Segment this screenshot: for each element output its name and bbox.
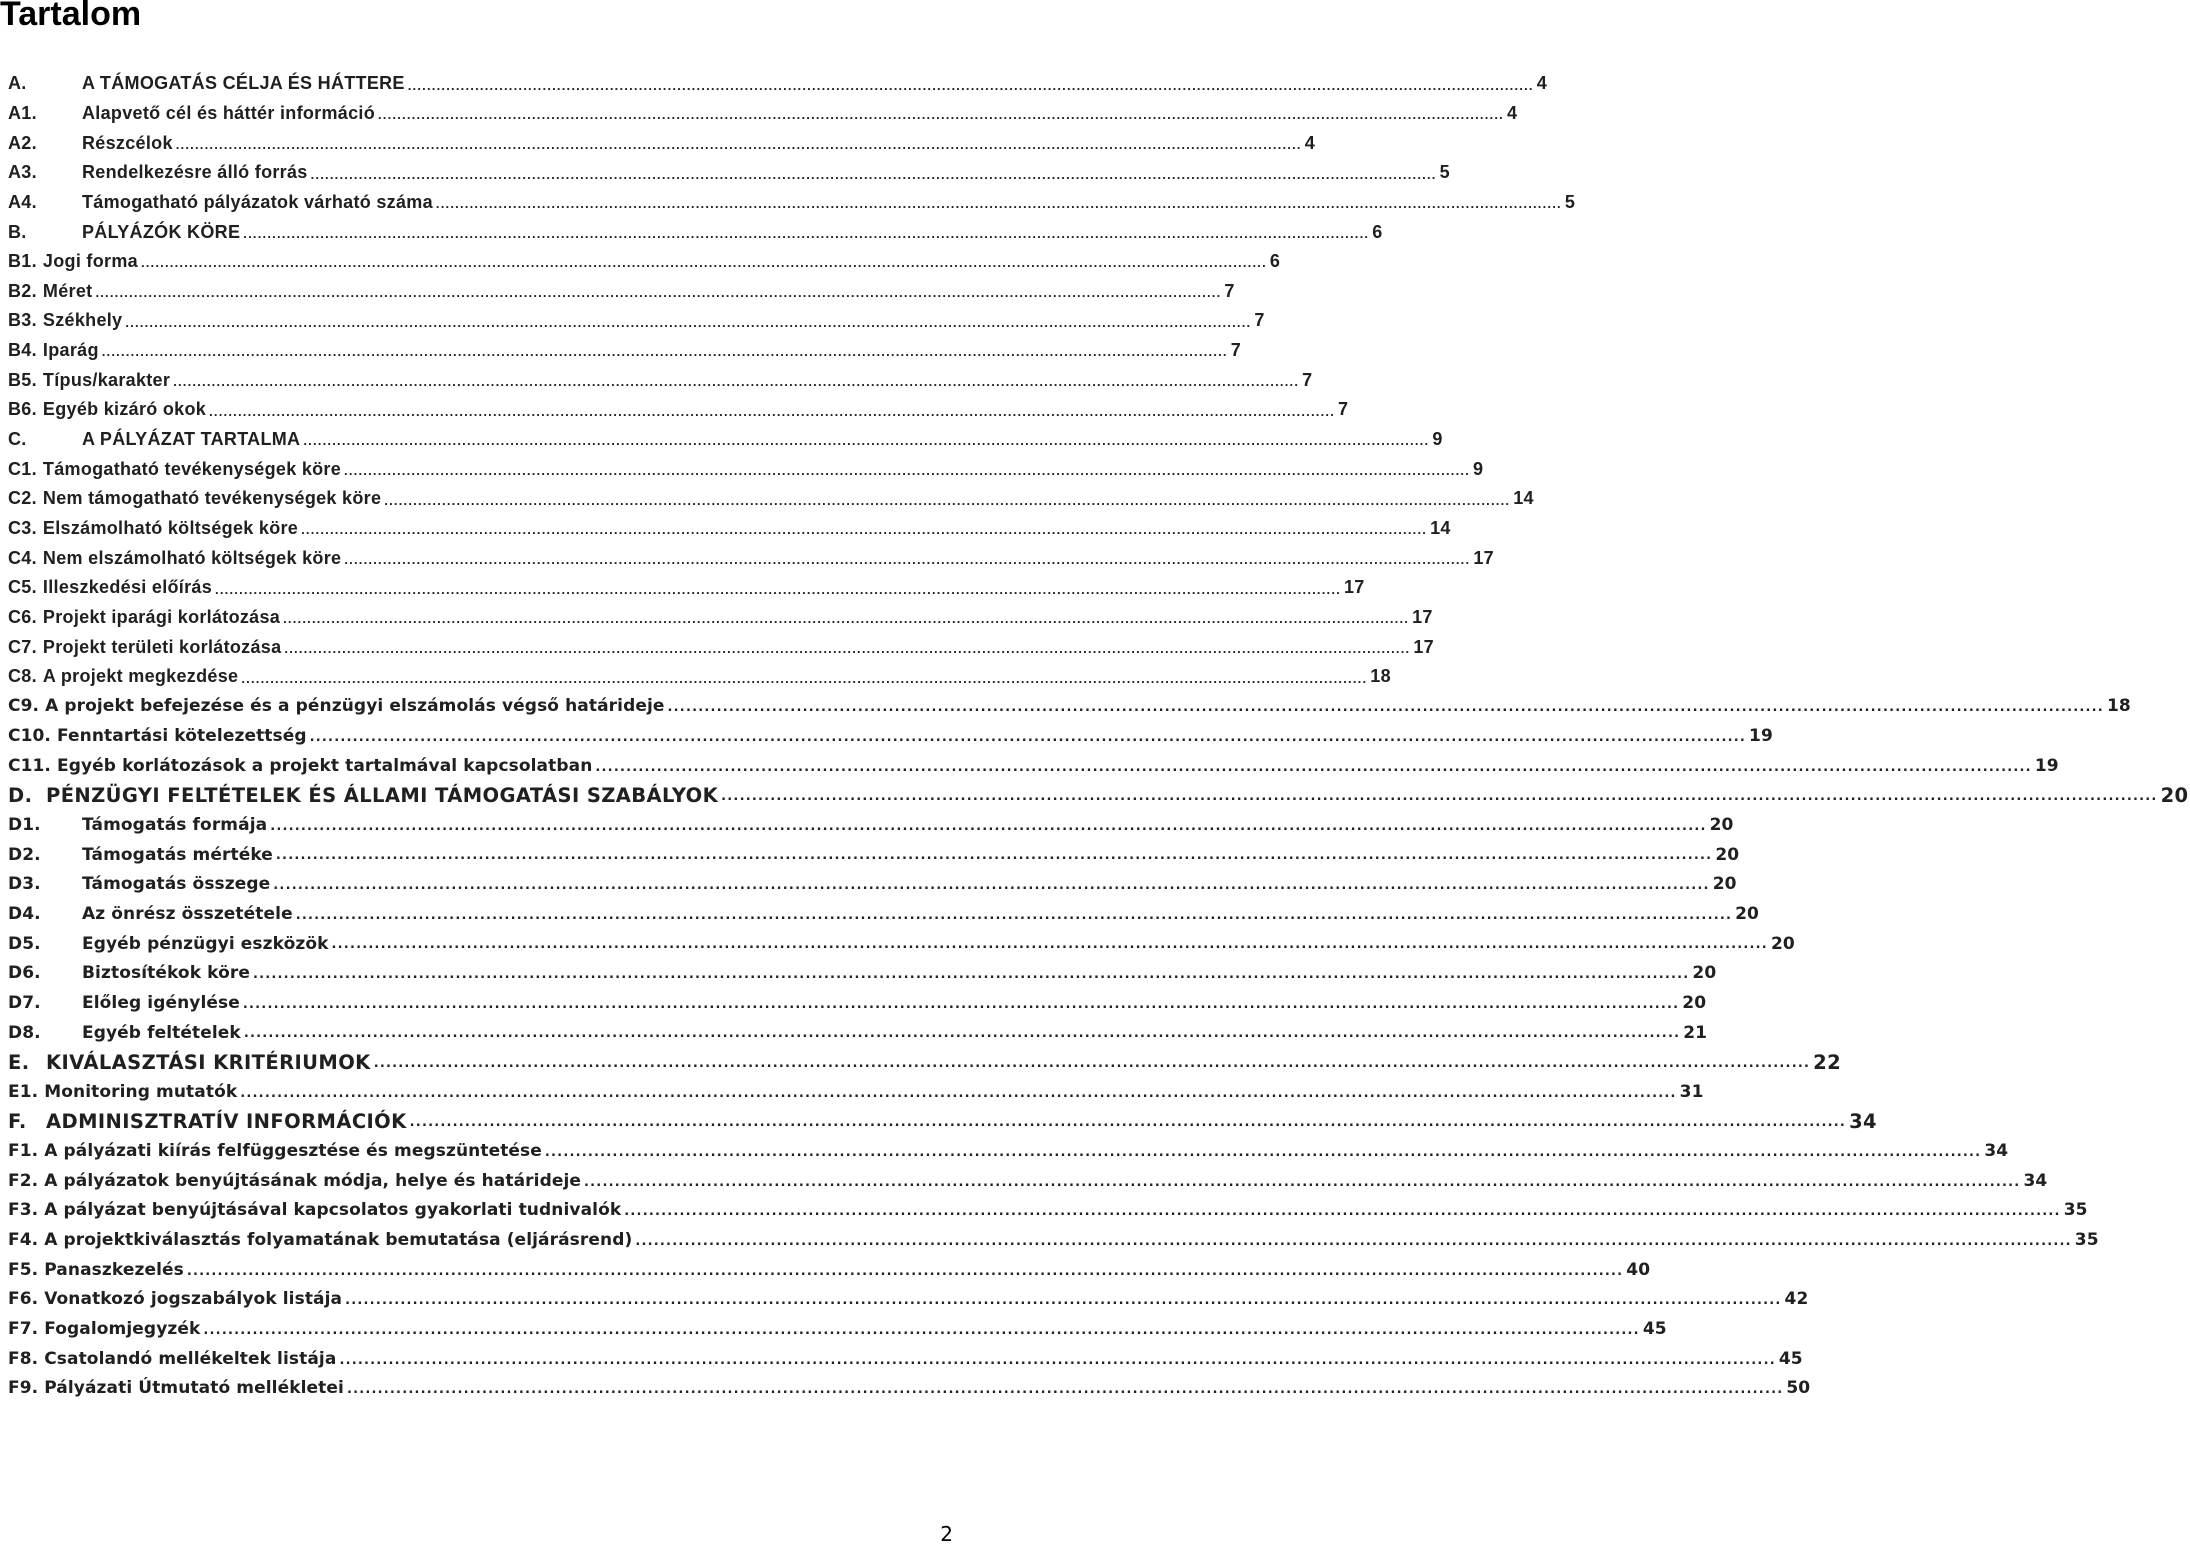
- toc-entry-title: Jogi forma: [42, 251, 138, 272]
- toc-entry[interactable]: [8, 692, 2131, 722]
- toc-entry-title: ADMINISZTRATÍV INFORMÁCIÓK: [46, 1110, 407, 1134]
- toc-entry-title: A projekt megkezdése: [42, 666, 239, 687]
- toc-dot-leader: [347, 1383, 1783, 1397]
- toc-entry-title: Illeszkedési előírás: [42, 577, 213, 598]
- toc-entry-page: 31: [1679, 1081, 1704, 1102]
- toc-entry[interactable]: [8, 662, 1391, 692]
- toc-entry-title: Egyéb feltételek: [82, 1022, 241, 1043]
- toc-dot-leader: [102, 345, 1228, 359]
- toc-entry-page: 20: [1735, 903, 1759, 924]
- toc-entry-number: E1.: [8, 1081, 39, 1102]
- toc-entry[interactable]: [8, 484, 1534, 514]
- toc-entry-title: Rendelkezésre álló forrás: [82, 162, 308, 183]
- toc-entry[interactable]: [8, 1255, 1651, 1285]
- toc-entry-number: F9.: [8, 1378, 39, 1399]
- toc-entry-title: Biztosítékok köre: [82, 963, 250, 984]
- toc-entry[interactable]: [8, 1374, 1811, 1404]
- toc-dot-leader: [339, 1354, 1775, 1368]
- toc-entry[interactable]: [8, 277, 1235, 307]
- toc-entry-page: 20: [1770, 933, 1795, 954]
- toc-dot-leader: [310, 731, 1746, 745]
- toc-dot-leader: [408, 79, 1534, 93]
- toc-entry-title: Támogatás mértéke: [82, 844, 273, 865]
- toc-entry-number: B6.: [8, 399, 37, 420]
- toc-entry-number: D7.: [8, 992, 41, 1013]
- toc-entry[interactable]: [8, 99, 1518, 129]
- toc-dot-leader: [624, 1205, 2060, 1219]
- toc-dot-leader: [253, 968, 1689, 982]
- toc-dot-leader: [345, 1294, 1781, 1308]
- toc-dot-leader: [635, 1235, 2071, 1249]
- toc-entry-number: D4.: [8, 903, 41, 924]
- toc-dot-leader: [284, 642, 1410, 656]
- toc-dot-leader: [240, 1087, 1676, 1101]
- toc-entry[interactable]: [8, 306, 1265, 336]
- toc-entry-page: 9: [1432, 429, 1443, 450]
- toc-entry-number: D8.: [8, 1022, 41, 1043]
- toc-dot-leader: [187, 1265, 1623, 1279]
- toc-entry[interactable]: [8, 573, 1365, 603]
- toc-entry-page: 20: [1712, 874, 1737, 895]
- toc-entry-number: B4.: [8, 340, 37, 361]
- toc-entry-title: Egyéb korlátozások a projekt tartalmával kapcsolatban: [57, 755, 593, 776]
- toc-dot-leader: [332, 938, 1768, 952]
- toc-entry-page: 20: [1682, 992, 1707, 1013]
- toc-entry[interactable]: [8, 1166, 2048, 1196]
- toc-entry-number: D3.: [8, 874, 41, 895]
- toc-entry[interactable]: [8, 1018, 1708, 1048]
- toc-entry-title: Típus/karakter: [42, 369, 171, 390]
- toc-entry-title: A pályázat benyújtásával kapcsolatos gyakorlati tudnivalók: [44, 1200, 622, 1221]
- toc-entry-number: C11.: [8, 755, 51, 776]
- toc-entry-page: 34: [2023, 1170, 2048, 1191]
- toc-entry-page: 21: [1683, 1022, 1708, 1043]
- toc-dot-leader: [215, 583, 1341, 597]
- toc-entry-title: Méret: [42, 280, 93, 301]
- toc-entry[interactable]: [8, 603, 1433, 633]
- toc-entry-number: C5.: [8, 577, 37, 598]
- toc-entry-title: KIVÁLASZTÁSI KRITÉRIUMOK: [46, 1050, 371, 1074]
- toc-entry-title: A PÁLYÁZAT TARTALMA: [82, 429, 301, 450]
- toc-entry-title: Nem elszámolható költségek köre: [42, 547, 342, 568]
- toc-entry-page: 35: [2074, 1230, 2099, 1251]
- toc-dot-leader: [209, 405, 1335, 419]
- toc-dot-leader: [545, 1146, 1981, 1160]
- toc-entry-title: Egyéb kizáró okok: [42, 399, 207, 420]
- toc-entry-page: 20: [1715, 844, 1740, 865]
- toc-entry-title: PÁLYÁZÓK KÖRE: [82, 221, 241, 242]
- toc-dot-leader: [283, 612, 1409, 626]
- toc-entry[interactable]: [8, 632, 1434, 662]
- toc-entry-page: 7: [1338, 399, 1349, 420]
- toc-entry-page: 20: [1709, 815, 1734, 836]
- toc-entry-number: D.: [8, 783, 33, 807]
- toc-entry-title: Támogatható tevékenységek köre: [42, 458, 342, 479]
- toc-entry-page: 19: [1749, 726, 1773, 747]
- toc-dot-leader: [141, 256, 1267, 270]
- toc-dot-leader: [173, 375, 1299, 389]
- toc-dot-leader: [243, 227, 1369, 241]
- toc-dot-leader: [668, 701, 2104, 715]
- toc-entry[interactable]: [8, 247, 1281, 277]
- toc-entry[interactable]: [8, 1047, 1842, 1077]
- toc-entry[interactable]: [8, 899, 1759, 929]
- toc-entry[interactable]: [8, 1196, 2088, 1226]
- toc-dot-leader: [276, 849, 1712, 863]
- toc-entry-number: B1.: [8, 251, 37, 272]
- toc-entry-number: A2.: [8, 132, 37, 153]
- toc-dot-leader: [176, 138, 1302, 152]
- toc-entry-number: C7.: [8, 636, 37, 657]
- toc-entry[interactable]: [8, 959, 1717, 989]
- toc-entry-number: C.: [8, 429, 27, 450]
- toc-entry-page: 14: [1513, 488, 1534, 509]
- toc-entry-page: 34: [1984, 1141, 2009, 1162]
- toc-entry-title: Támogatható pályázatok várható száma: [82, 191, 433, 212]
- toc-entry-page: 4: [1536, 73, 1548, 94]
- toc-entry-page: 4: [1506, 102, 1518, 123]
- toc-dot-leader: [584, 1176, 2020, 1190]
- toc-entry[interactable]: [8, 1136, 2009, 1166]
- toc-entry-page: 5: [1439, 162, 1450, 183]
- page-number: 2: [940, 1522, 953, 1546]
- toc-entry-title: Vonatkozó jogszabályok listája: [44, 1289, 343, 1310]
- toc-entry[interactable]: [8, 69, 1548, 99]
- toc-entry-number: C9.: [8, 696, 40, 717]
- toc-entry[interactable]: [8, 1314, 1667, 1344]
- toc-entry-page: 45: [1778, 1348, 1803, 1369]
- toc-dot-leader: [125, 316, 1251, 330]
- toc-entry-page: 4: [1304, 132, 1316, 153]
- toc-entry-title: PÉNZÜGYI FELTÉTELEK ÉS ÁLLAMI TÁMOGATÁSI SZABÁLYOK: [46, 783, 719, 807]
- toc-entry-number: B.: [8, 221, 27, 242]
- toc-entry[interactable]: [8, 425, 1443, 455]
- toc-dot-leader: [410, 1116, 1846, 1130]
- toc-dot-leader: [378, 108, 1504, 122]
- toc-entry-page: 7: [1254, 310, 1265, 331]
- toc-entry-title: Alapvető cél és háttér információ: [82, 102, 375, 123]
- toc-entry-number: F3.: [8, 1200, 39, 1221]
- toc-entry-number: C6.: [8, 606, 37, 627]
- toc-entry[interactable]: [8, 840, 1740, 870]
- toc-entry[interactable]: [8, 395, 1349, 425]
- toc-entry-number: A3.: [8, 162, 37, 183]
- toc-entry[interactable]: [8, 1344, 1803, 1374]
- toc-entry-number: D5.: [8, 933, 41, 954]
- toc-entry[interactable]: [8, 751, 2059, 781]
- toc-entry-page: 6: [1269, 251, 1281, 272]
- toc-entry-page: 5: [1564, 191, 1576, 212]
- toc-entry-number: F5.: [8, 1259, 39, 1280]
- toc-dot-leader: [301, 523, 1427, 537]
- toc-entry-number: F.: [8, 1110, 27, 1134]
- toc-entry-title: Az önrész összetétele: [82, 903, 293, 924]
- toc-entry-page: 17: [1412, 606, 1433, 627]
- toc-entry-number: A4.: [8, 191, 37, 212]
- toc-entry-number: C1.: [8, 458, 37, 479]
- toc-entry-number: D2.: [8, 844, 41, 865]
- toc-entry-title: Fogalomjegyzék: [44, 1319, 201, 1340]
- toc-entry-number: F2.: [8, 1170, 39, 1191]
- toc-dot-leader: [344, 553, 1470, 567]
- toc-entry-number: F1.: [8, 1141, 39, 1162]
- toc-entry[interactable]: [8, 1225, 2099, 1255]
- toc-entry-page: 9: [1473, 458, 1484, 479]
- toc-entry[interactable]: [8, 810, 1734, 840]
- toc-entry[interactable]: [8, 454, 1484, 484]
- toc-entry-title: Pályázati Útmutató mellékletei: [44, 1378, 344, 1399]
- toc-entry-title: A projekt befejezése és a pénzügyi elszámolás végső határideje: [45, 696, 665, 717]
- toc-dot-leader: [303, 434, 1429, 448]
- toc-entry-title: Támogatás összege: [82, 874, 271, 895]
- toc-entry-number: C8.: [8, 666, 37, 687]
- toc-dot-leader: [203, 1324, 1639, 1338]
- toc-entry-number: E.: [8, 1050, 30, 1074]
- toc-entry-page: 42: [1784, 1289, 1809, 1310]
- toc-entry-number: C4.: [8, 547, 37, 568]
- toc-entry[interactable]: [8, 1077, 1704, 1107]
- toc-dot-leader: [311, 168, 1437, 182]
- toc-entry-page: 18: [1370, 666, 1391, 687]
- toc-entry[interactable]: [8, 1285, 1809, 1315]
- toc-entry-number: D1.: [8, 815, 41, 836]
- toc-entry-page: 17: [1473, 547, 1494, 568]
- toc-entry-title: A projektkiválasztás folyamatának bemutatása (eljárásrend): [44, 1230, 633, 1251]
- toc-dot-leader: [595, 761, 2031, 775]
- toc-entry-title: Elszámolható költségek köre: [42, 518, 299, 539]
- toc-entry[interactable]: [8, 217, 1383, 247]
- toc-entry-page: 19: [2034, 755, 2059, 776]
- toc-entry[interactable]: [8, 366, 1313, 396]
- toc-dot-leader: [270, 820, 1706, 834]
- toc-entry-title: Nem támogatható tevékenységek köre: [42, 488, 382, 509]
- toc-entry-page: 50: [1786, 1378, 1811, 1399]
- toc-entry-title: A pályázatok benyújtásának módja, helye és határideje: [44, 1170, 582, 1191]
- toc-dot-leader: [241, 672, 1367, 686]
- toc-entry-page: 17: [1344, 577, 1365, 598]
- toc-entry[interactable]: [8, 128, 1316, 158]
- toc-entry-page: 20: [2160, 783, 2189, 807]
- toc-dot-leader: [95, 286, 1221, 300]
- toc-entry-page: 22: [1813, 1050, 1842, 1074]
- toc-entry-title: Monitoring mutatók: [44, 1081, 238, 1102]
- toc-entry-number: B5.: [8, 369, 37, 390]
- toc-entry-title: Iparág: [42, 340, 99, 361]
- toc-dot-leader: [296, 909, 1732, 923]
- toc-entry[interactable]: [8, 988, 1707, 1018]
- toc-entry-number: C10.: [8, 726, 51, 747]
- toc-entry[interactable]: [8, 1107, 1878, 1137]
- toc-dot-leader: [244, 1027, 1680, 1041]
- toc-entry[interactable]: [8, 543, 1494, 573]
- toc-entry-page: 6: [1372, 221, 1383, 242]
- toc-entry-title: Részcélok: [82, 132, 173, 153]
- toc-dot-leader: [384, 494, 1510, 508]
- toc-entry-page: 17: [1413, 636, 1434, 657]
- toc-entry-number: B3.: [8, 310, 37, 331]
- toc-entry-page: 45: [1642, 1319, 1667, 1340]
- toc-entry[interactable]: [8, 158, 1450, 188]
- toc-entry-title: Csatolandó mellékeltek listája: [44, 1348, 337, 1369]
- toc-dot-leader: [374, 1057, 1810, 1071]
- toc-entry-page: 7: [1224, 280, 1235, 301]
- toc-entry-title: Székhely: [42, 310, 123, 331]
- toc-entry[interactable]: [8, 336, 1242, 366]
- toc-dot-leader: [344, 464, 1470, 478]
- toc-entry[interactable]: [8, 781, 2189, 811]
- toc-entry-title: A TÁMOGATÁS CÉLJA ÉS HÁTTERE: [82, 73, 405, 94]
- toc-entry-page: 7: [1302, 369, 1313, 390]
- toc-dot-leader: [721, 790, 2157, 804]
- toc-entry-page: 20: [1692, 963, 1717, 984]
- toc-entry-page: 35: [2063, 1200, 2088, 1221]
- toc-entry-number: A.: [8, 73, 27, 94]
- toc-entry-title: Előleg igénylése: [82, 992, 240, 1013]
- page-title: Tartalom: [0, 0, 142, 33]
- toc-entry-title: Projekt területi korlátozása: [42, 636, 282, 657]
- toc-entry[interactable]: [8, 721, 1773, 751]
- toc-entry-number: D6.: [8, 963, 41, 984]
- toc-entry-title: Egyéb pénzügyi eszközök: [82, 933, 329, 954]
- toc-entry[interactable]: [8, 929, 1795, 959]
- toc-entry-number: C3.: [8, 518, 37, 539]
- toc-entry-page: 34: [1849, 1110, 1878, 1134]
- toc-entry-title: Panaszkezelés: [44, 1259, 184, 1280]
- toc-entry-page: 14: [1430, 518, 1451, 539]
- toc-entry-title: A pályázati kiírás felfüggesztése és megszüntetése: [44, 1141, 542, 1162]
- toc-entry-title: Projekt iparági korlátozása: [42, 606, 281, 627]
- toc-entry-number: F6.: [8, 1289, 39, 1310]
- toc-dot-leader: [273, 879, 1709, 893]
- toc-entry-number: A1.: [8, 102, 37, 123]
- toc-entry-page: 18: [2106, 696, 2131, 717]
- toc-dot-leader: [436, 197, 1562, 211]
- toc-entry[interactable]: [8, 188, 1576, 218]
- toc-entry-page: 40: [1626, 1259, 1651, 1280]
- toc-entry[interactable]: [8, 514, 1451, 544]
- toc-entry-number: B2.: [8, 280, 37, 301]
- toc-entry-title: Fenntartási kötelezettség: [57, 726, 307, 747]
- toc-entry-page: 7: [1230, 340, 1242, 361]
- toc-entry-number: F8.: [8, 1348, 39, 1369]
- toc-entry-number: F7.: [8, 1319, 39, 1340]
- toc-entry-number: F4.: [8, 1230, 39, 1251]
- toc-entry[interactable]: [8, 870, 1737, 900]
- toc-entry-number: C2.: [8, 488, 37, 509]
- toc-entry-title: Támogatás formája: [82, 815, 268, 836]
- toc-dot-leader: [243, 998, 1679, 1012]
